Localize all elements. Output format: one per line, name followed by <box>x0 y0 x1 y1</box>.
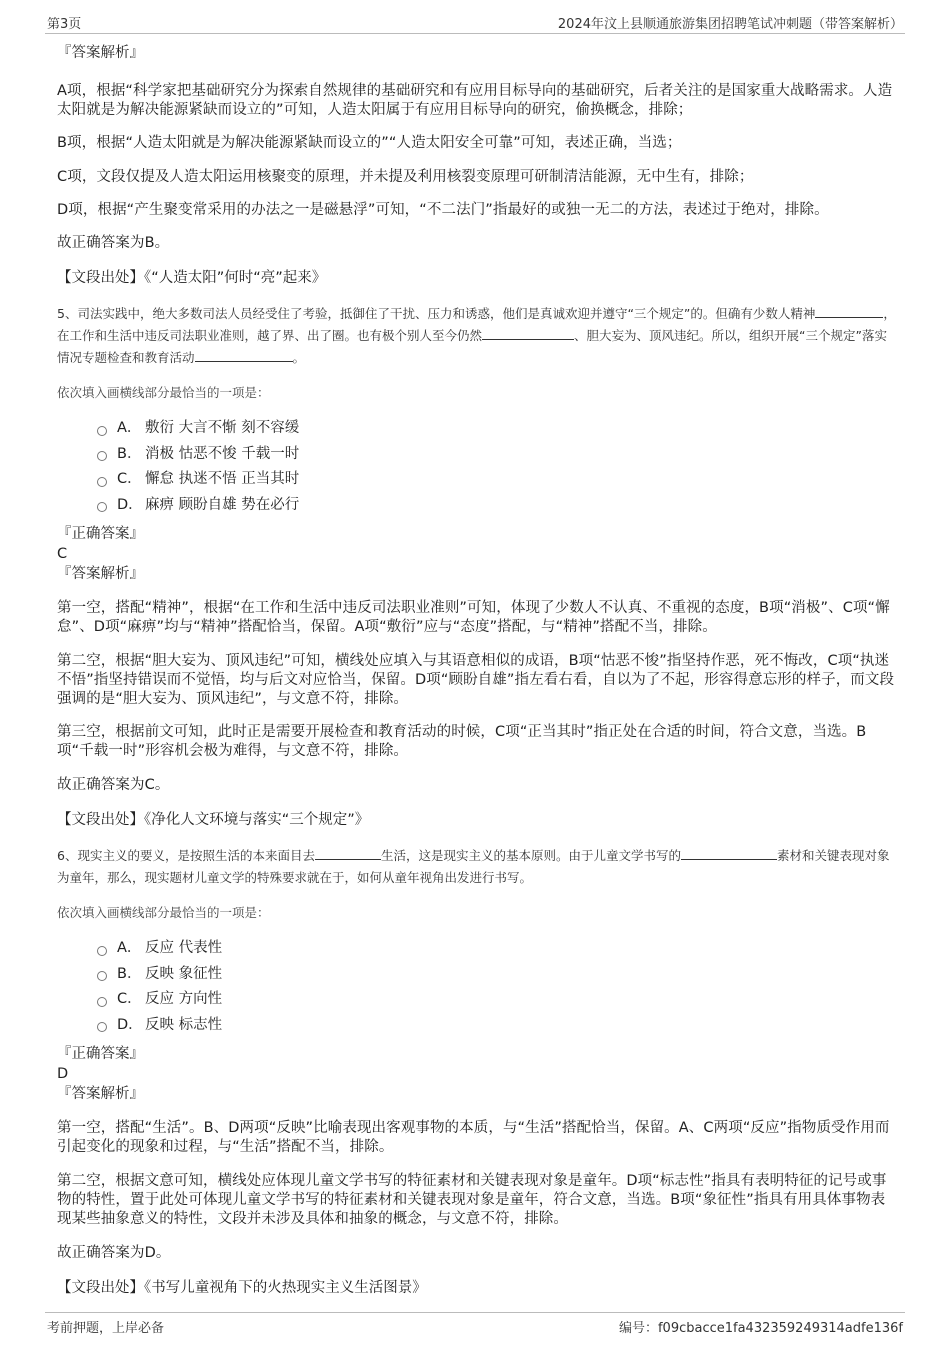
q5-text-3: 、胆大妄为、顶风违纪。所以，组织开展“三个规定”落实情况专题检查和教育活动 <box>57 328 887 365</box>
q5-text-1: 5、司法实践中，绝大多数司法人员经受住了考验，抵御住了干扰、压力和诱惑，他们是真诚欢迎并遵守“三个规定”的。但确有少数人精神 <box>57 306 816 321</box>
q5-instruction: 依次填入画横线部分最恰当的一项是： <box>57 385 270 400</box>
q5-text-2: ，在工作和生活中违反司法职业准则，越了界、出了圈。也有极个别人至今仍然 <box>57 306 896 343</box>
footer-slogan: 考前押题，上岸必备 <box>47 1321 165 1336</box>
q6-instruction: 依次填入画横线部分最恰当的一项是： <box>57 905 270 920</box>
q6-text-1: 6、现实主义的要义，是按照生活的本来面目去 <box>57 848 315 863</box>
q6-analysis-p2: 第二空，根据文意可知，横线处应体现儿童文学书写的特征素材和关键表现对象是童年。D项“标志性”指具有表明特征的记号或事物的特性，置于此处可体现儿童文学书写的特征素材和关键表现对象是童年，符合文意，当选。B项“象征性”指具有用具体事物表现某些抽象意义的特性，文段并未涉及具体和抽象的概念，与文意不符，排除。 <box>57 1173 887 1227</box>
q6-text-3: 素材和关键表现对象为童年，那么，现实题材儿童文学的特殊要求就在于，如何从童年视角出发进行书写。 <box>57 848 890 885</box>
q5-conclusion: 故正确答案为C。 <box>57 777 170 793</box>
q6-option-c[interactable]: C． 反应 方向性 <box>97 987 897 1013</box>
radio-icon[interactable] <box>97 971 107 981</box>
q5-blank-3 <box>195 347 293 362</box>
q6-analysis-p1: 第一空，搭配“生活”。B、D两项“反映”比喻表现出客观事物的本质，与“生活”搭配恰当，保留。A、C两项“反应”指物质受作用而引起变化的现象和过程，与“生活”搭配不当，排除。 <box>57 1120 890 1155</box>
q5-option-a[interactable]: A． 敷衍 大言不惭 刻不容缓 <box>97 416 897 442</box>
radio-icon[interactable] <box>97 1022 107 1032</box>
radio-icon[interactable] <box>97 502 107 512</box>
radio-icon[interactable] <box>97 477 107 487</box>
page-footer <box>45 1312 905 1337</box>
q4-conclusion: 故正确答案为B。 <box>57 235 170 251</box>
document-id: 编号：f09cbacce1fa432359249314adfe136f <box>618 1321 903 1336</box>
q5-options <box>57 416 897 518</box>
q5-analysis-p3: 第三空，根据前文可知，此时正是需要开展检查和教育活动的时候，C项“正当其时”指正处在合适的时间，符合文意，当选。B项“千载一时”形容机会极为难得，与文意不符，排除。 <box>57 724 867 759</box>
q6-option-d[interactable]: D． 反映 标志性 <box>97 1013 897 1039</box>
q5-blank-1 <box>815 303 883 318</box>
q4-analysis-label: 『答案解析』 <box>57 45 144 61</box>
radio-icon[interactable] <box>97 426 107 436</box>
q5-analysis-p1: 第一空，搭配“精神”，根据“在工作和生活中违反司法职业准则”可知，体现了少数人不认真、不重视的态度，B项“消极”、C项“懈怠”、D项“麻痹”均与“精神”搭配恰当，保留。A项“敷衍”应与“态度”搭配，与“精神”搭配不当，排除。 <box>57 600 890 635</box>
radio-icon[interactable] <box>97 946 107 956</box>
q6-blank-2 <box>681 845 777 860</box>
q6-options <box>57 936 897 1038</box>
q6-text-2: 生活，这是现实主义的基本原则。由于儿童文学书写的 <box>380 848 681 863</box>
q6-analysis-label: 『答案解析』 <box>57 1086 144 1102</box>
q6-option-b[interactable]: B． 反映 象征性 <box>97 962 897 988</box>
q5-text-4: 。 <box>292 350 306 365</box>
q5-correct-label: 『正确答案』 <box>57 526 144 542</box>
q5-source: 【文段出处】《净化人文环境与落实“三个规定”》 <box>57 812 370 828</box>
q4-analysis-d: D项，根据“产生聚变常采用的办法之一是磁悬浮”可知，“不二法门”指最好的或独一无二的方法，表述过于绝对，排除。 <box>57 202 829 218</box>
q6-question <box>57 845 897 889</box>
q6-blank-1 <box>315 845 381 860</box>
q6-option-a[interactable]: A． 反应 代表性 <box>97 936 897 962</box>
radio-icon[interactable] <box>97 997 107 1007</box>
q6-source: 【文段出处】《书写儿童视角下的火热现实主义生活图景》 <box>57 1280 427 1296</box>
q5-answer: C <box>57 546 68 562</box>
q5-analysis-label: 『答案解析』 <box>57 566 144 582</box>
page-content <box>57 44 897 1298</box>
q6-answer: D <box>57 1066 69 1082</box>
radio-icon[interactable] <box>97 451 107 461</box>
page-header <box>45 13 905 34</box>
q5-analysis-p2: 第二空，根据“胆大妄为、顶风违纪”可知，横线处应填入与其语意相似的成语，B项“怙恶不悛”指坚持作恶，死不悔改，C项“执迷不悟”指坚持错误而不觉悟，均与后文对应恰当，保留。D项“顾盼自雄”指左看右看，自以为了不起，形容得意忘形的样子，而文段强调的是“胆大妄为、顶风违纪”，与文意不符，排除。 <box>57 653 895 707</box>
q6-conclusion: 故正确答案为D。 <box>57 1245 171 1261</box>
q4-analysis-a: A项，根据“科学家把基础研究分为探索自然规律的基础研究和有应用目标导向的基础研究，后者关注的是国家重大战略需求。人造太阳就是为解决能源紧缺而设立的”可知，人造太阳属于有应用目标导向的研究，偷换概念，排除； <box>57 83 893 118</box>
page-number: 第3页 <box>47 17 82 32</box>
q4-analysis-c: C项，文段仅提及人造太阳运用核聚变的原理，并未提及利用核裂变原理可研制清洁能源，无中生有，排除； <box>57 169 754 185</box>
document-title: 2024年汶上县顺通旅游集团招聘笔试冲刺题（带答案解析） <box>557 17 903 32</box>
q4-source: 【文段出处】《“人造太阳”何时“亮”起来》 <box>57 270 327 286</box>
q5-option-c[interactable]: C． 懈怠 执迷不悟 正当其时 <box>97 467 897 493</box>
q5-question <box>57 303 897 369</box>
q5-option-d[interactable]: D． 麻痹 顾盼自雄 势在必行 <box>97 493 897 519</box>
q5-option-b[interactable]: B． 消极 怙恶不悛 千载一时 <box>97 442 897 468</box>
q4-analysis-b: B项，根据“人造太阳就是为解决能源紧缺而设立的”“人造太阳安全可靠”可知，表述正确，当选； <box>57 135 682 151</box>
q5-blank-2 <box>482 325 574 340</box>
q6-correct-label: 『正确答案』 <box>57 1046 144 1062</box>
